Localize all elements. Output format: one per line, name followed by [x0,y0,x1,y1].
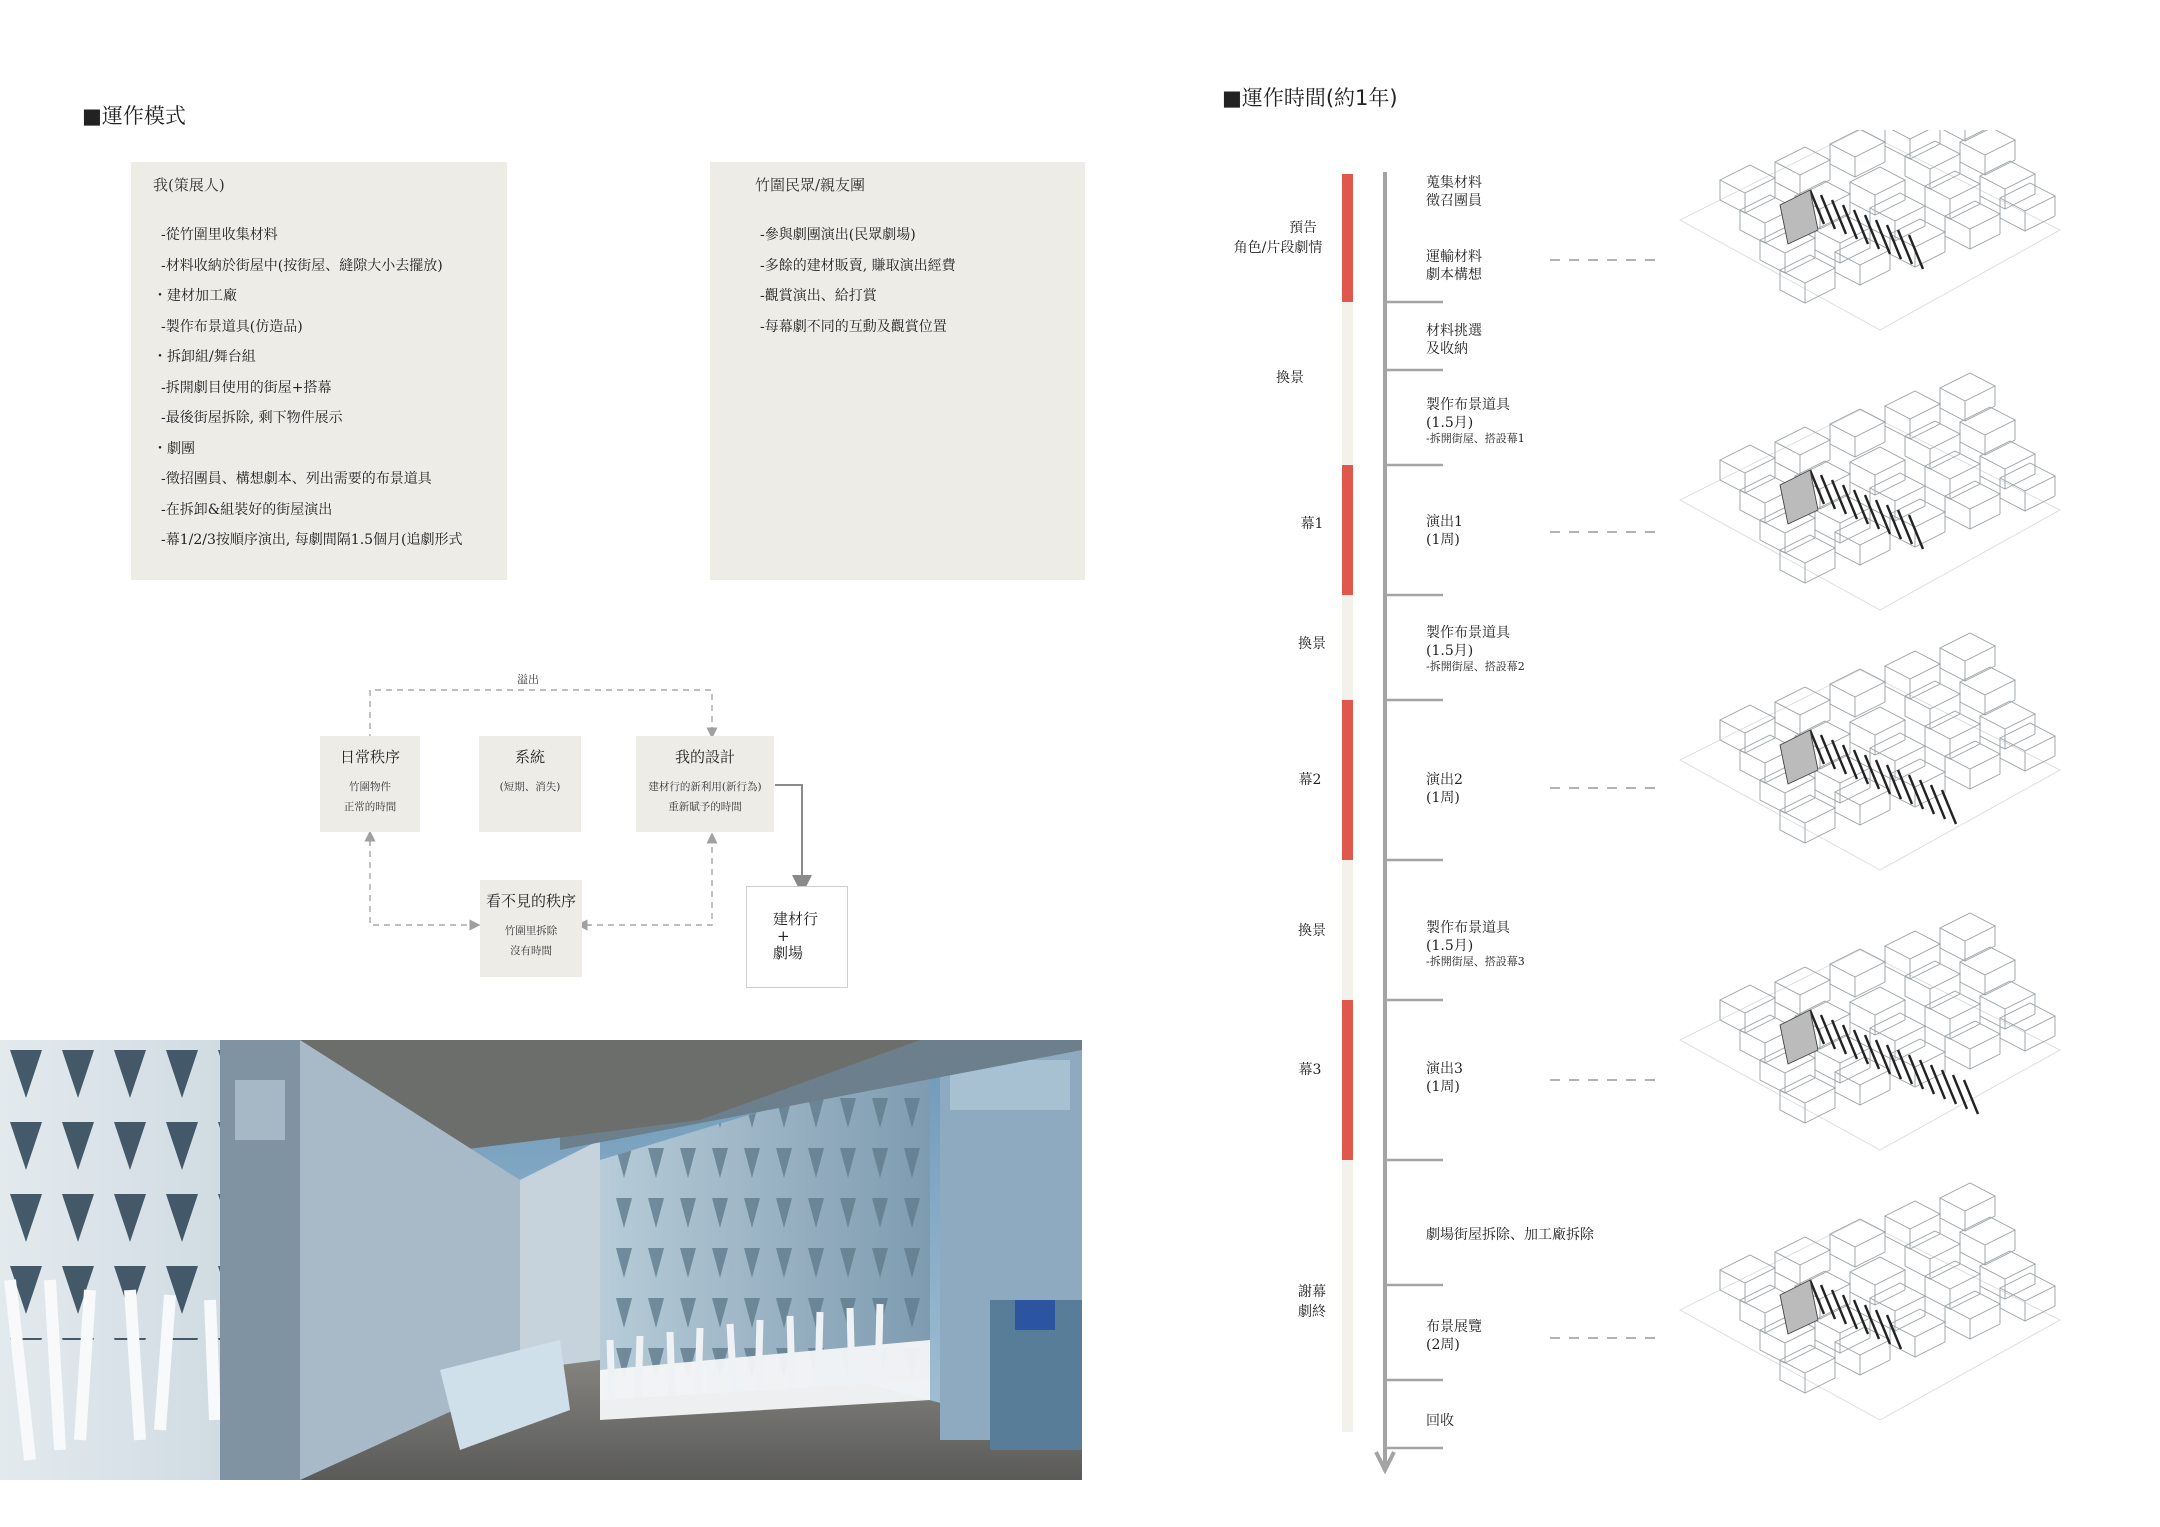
box-design-line: 建材行的新利用(新行為) [648,781,762,793]
task-label: 劇場街屋拆除、加工廠拆除 [1426,1227,1594,1243]
box-my-design [636,736,774,832]
public-panel-list [760,220,956,342]
axonometric-model-sketches [1660,130,2100,1510]
timeline-segment-highlight [1342,465,1353,595]
curator-line: -最後街屋拆除, 剩下物件展示 [161,410,343,426]
section-title-operation-time: ■運作時間(約1年) [1222,86,1398,110]
public-line: -多餘的建材販賣, 賺取演出經費 [760,257,956,274]
public-line: -觀賞演出、給打賞 [760,288,877,304]
phase-label: 換景 [1298,923,1326,939]
phase-label: 預告 角色/片段劇情 [1233,220,1323,256]
public-panel [710,162,1085,580]
overflow-arrow [370,690,712,740]
curator-panel-heading: 我(策展人) [153,176,225,194]
curator-line: ・拆卸組/舞台組 [153,349,256,365]
curator-line: -材料收納於街屋中(按街屋、縫隙大小去擺放) [161,257,443,274]
timeline-segment-highlight [1342,174,1353,302]
task-label: 製作布景道具 (1.5月) -拆開街屋、搭設幕3 [1426,920,1525,968]
box-result-line: 建材行 [773,910,819,928]
curator-line: -製作布景道具(仿造品) [161,318,303,335]
public-line: -參與劇團演出(民眾劇場) [760,227,916,243]
phase-label: 謝幕 劇終 [1298,1284,1326,1320]
box-daily-title: 日常秩序 [339,748,400,766]
box-design-title: 我的設計 [674,748,735,766]
task-label: 布景展覽 (2周) [1426,1319,1482,1353]
box-invisible-line: 竹圍里拆除 [504,925,558,937]
task-label: 演出2 (1周) [1426,772,1463,806]
task-label: 演出3 (1周) [1426,1061,1463,1095]
public-panel-heading: 竹圍民眾/親友團 [755,176,866,194]
phase-label: 幕1 [1300,516,1324,532]
axonometric-sketch [1680,1183,2060,1420]
task-label: 蒐集材料 徵召團員 [1426,175,1482,209]
task-label: 回收 [1426,1413,1454,1429]
phase-label: 換景 [1298,636,1326,652]
timeline-segment-highlight [1342,1000,1353,1160]
curator-line: ・建材加工廠 [153,288,237,304]
design-to-result-arrow [775,785,802,885]
task-label: 製作布景道具 (1.5月) -拆開街屋、搭設幕2 [1426,625,1525,673]
box-system [479,736,581,832]
curator-line: -幕1/2/3按順序演出, 每劇間隔1.5個月(追劇形式 [161,532,463,548]
curator-line: ・劇團 [153,440,195,457]
box-result-line: + [777,927,790,945]
box-result [746,886,848,988]
box-design-line: 重新賦予的時間 [668,801,742,813]
axonometric-sketch [1680,373,2060,610]
task-note: -拆開街屋、搭設幕1 [1426,432,1525,445]
phase-label: 幕3 [1298,1062,1322,1078]
overflow-label: 溢出 [517,673,539,686]
phase-label: 幕2 [1298,772,1322,788]
timeline-segment-highlight [1342,700,1353,860]
task-note: -拆開街屋、搭設幕3 [1426,955,1525,968]
task-note: -拆開街屋、搭設幕2 [1426,660,1525,673]
phase-label: 換景 [1276,370,1304,386]
curator-line: -在拆卸&組裝好的街屋演出 [161,501,333,518]
task-label: 運輸材料 劇本構想 [1426,249,1482,283]
daily-to-invisible-arrow [370,840,475,925]
box-invisible-line: 沒有時間 [510,945,552,957]
curator-line: -徵招團員、構想劇本、列出需要的布景道具 [161,471,432,487]
curator-panel-list [153,220,463,556]
invisible-to-design-arrow [586,838,712,925]
axonometric-sketch [1680,913,2060,1150]
box-daily-line: 正常的時間 [343,801,397,813]
task-label: 演出1 (1周) [1426,514,1463,548]
axonometric-sketch [1680,633,2060,870]
box-system-title: 系統 [514,748,545,766]
box-result-line: 劇場 [773,944,804,962]
curator-line: -從竹圍里收集材料 [161,227,278,243]
box-system-line: (短期、消失) [499,781,561,793]
public-line: -每幕劇不同的互動及觀賞位置 [760,318,947,335]
task-label: 製作布景道具 (1.5月) -拆開街屋、搭設幕1 [1426,397,1525,445]
box-daily-line: 竹圍物件 [349,781,391,793]
section-title-operation-mode: ■運作模式 [82,104,186,128]
task-label: 材料挑選 及收納 [1426,323,1482,357]
curator-panel [131,162,507,580]
axonometric-sketch [1680,130,2060,330]
box-invisible-order [480,880,582,977]
box-daily-order [320,736,420,832]
curator-line: -拆開劇目使用的街屋+搭幕 [161,379,332,396]
box-invisible-title: 看不見的秩序 [485,892,576,910]
street-rendering-image [0,1040,1082,1480]
